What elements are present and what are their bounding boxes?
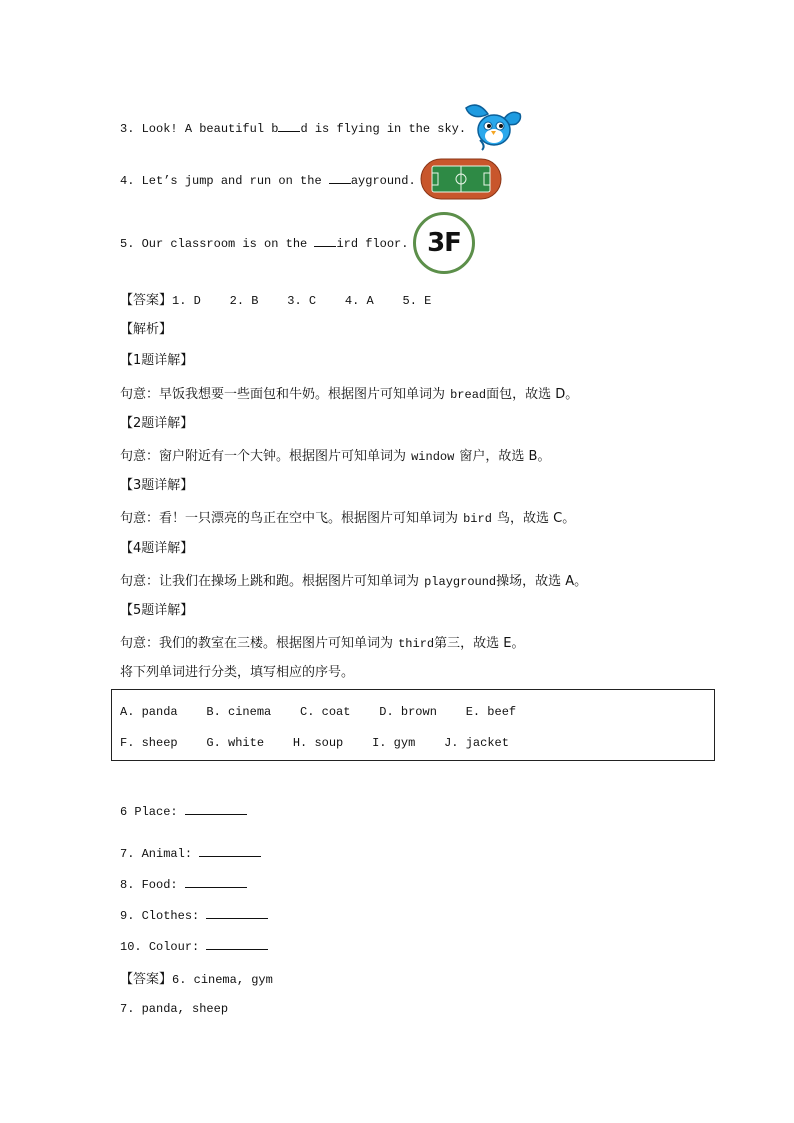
detail-word: playground [424,575,497,589]
question-4 [120,171,416,190]
answer-blank [199,844,261,857]
question-text-before: Let’s jump and run on the [141,174,329,188]
detail-heading-3: 【3题详解】 [120,478,194,493]
detail-text-1: 句意：早饭我想要一些面包和牛奶。根据图片可知单词为 bread面包，故选 D。 [120,387,579,402]
word-option: B. cinema [206,705,272,719]
playground-icon [420,158,502,200]
answer-blank [206,937,268,950]
answer-blank [185,875,247,888]
detail-text-4: 句意：让我们在操场上跳和跑。根据图片可知单词为 playground操场，故选 A。 [120,574,588,589]
detail-word: window [411,450,455,464]
word-option: H. soup [292,736,344,750]
word-option: F. sheep [120,736,178,750]
question-number: 4. [120,174,135,188]
answer-blank [329,171,351,184]
detail-text-5: 句意：我们的教室在三楼。根据图片可知单词为 third第三，故选 E。 [120,636,525,651]
third-floor-icon-text: 3F [427,228,461,258]
detail-word: bird [463,512,492,526]
category-clothes: 9. Clothes: [120,906,268,925]
detail-word: bread [450,388,487,402]
answer-text: 6. cinema, gym [172,973,273,987]
answer-item: 5. E [402,294,432,308]
word-option: D. brown [379,705,437,719]
question-text-before: Our classroom is on the [141,237,315,251]
detail-text-2: 句意：窗户附近有一个大钟。根据图片可知单词为 window 窗户，故选 B。 [120,449,551,464]
instruction-text: 将下列单词进行分类，填写相应的序号。 [120,665,355,680]
answer-label: 【答案】 [120,293,173,308]
question-text-after: ayground. [350,174,416,188]
detail-heading-4: 【4题详解】 [120,541,194,556]
category-colour: 10. Colour: [120,937,268,956]
word-option: J. jacket [444,736,509,750]
word-box [111,689,715,761]
question-text-after: d is flying in the sky. [300,122,467,136]
word-row-1 [120,705,516,719]
question-number: 5. [120,237,135,251]
category-place: 6 Place: [120,802,247,821]
question-text-after: ird floor. [336,237,409,251]
detail-heading-5: 【5题详解】 [120,603,194,618]
answer-item: 4. A [344,294,374,308]
answer-blank [206,906,268,919]
word-option: A. panda [120,705,178,719]
question-text-before: Look! A beautiful b [141,122,279,136]
answer-blank [278,119,300,132]
answer-line-3: 7. panda, sheep [120,1002,229,1016]
answer-item: 1. D [172,294,201,308]
third-floor-icon [413,212,475,274]
question-number: 3. [120,122,135,136]
answer-line-2 [120,969,273,989]
word-option: E. beef [465,705,517,719]
detail-text-3: 句意：看！一只漂亮的鸟正在空中飞。根据图片可知单词为 bird 鸟，故选 C。 [120,511,576,526]
category-animal: 7. Animal: [120,844,261,863]
word-option: I. gym [372,736,416,750]
word-option: G. white [206,736,265,750]
detail-heading-1: 【1题详解】 [120,353,194,368]
answer-blank [185,802,247,815]
category-food: 8. Food: [120,875,247,894]
word-row-2 [120,736,509,750]
answer-label: 【答案】 [120,972,173,987]
detail-heading-2: 【2题详解】 [120,416,194,431]
detail-word: third [398,637,435,651]
word-option: C. coat [300,705,351,719]
question-5 [120,234,408,253]
bird-icon [460,100,524,152]
answer-item: 3. C [287,294,317,308]
analysis-label: 【解析】 [120,322,173,337]
answer-blank [314,234,336,247]
answer-item: 2. B [229,294,259,308]
answer-line-1 [120,290,431,310]
question-3 [120,119,466,138]
